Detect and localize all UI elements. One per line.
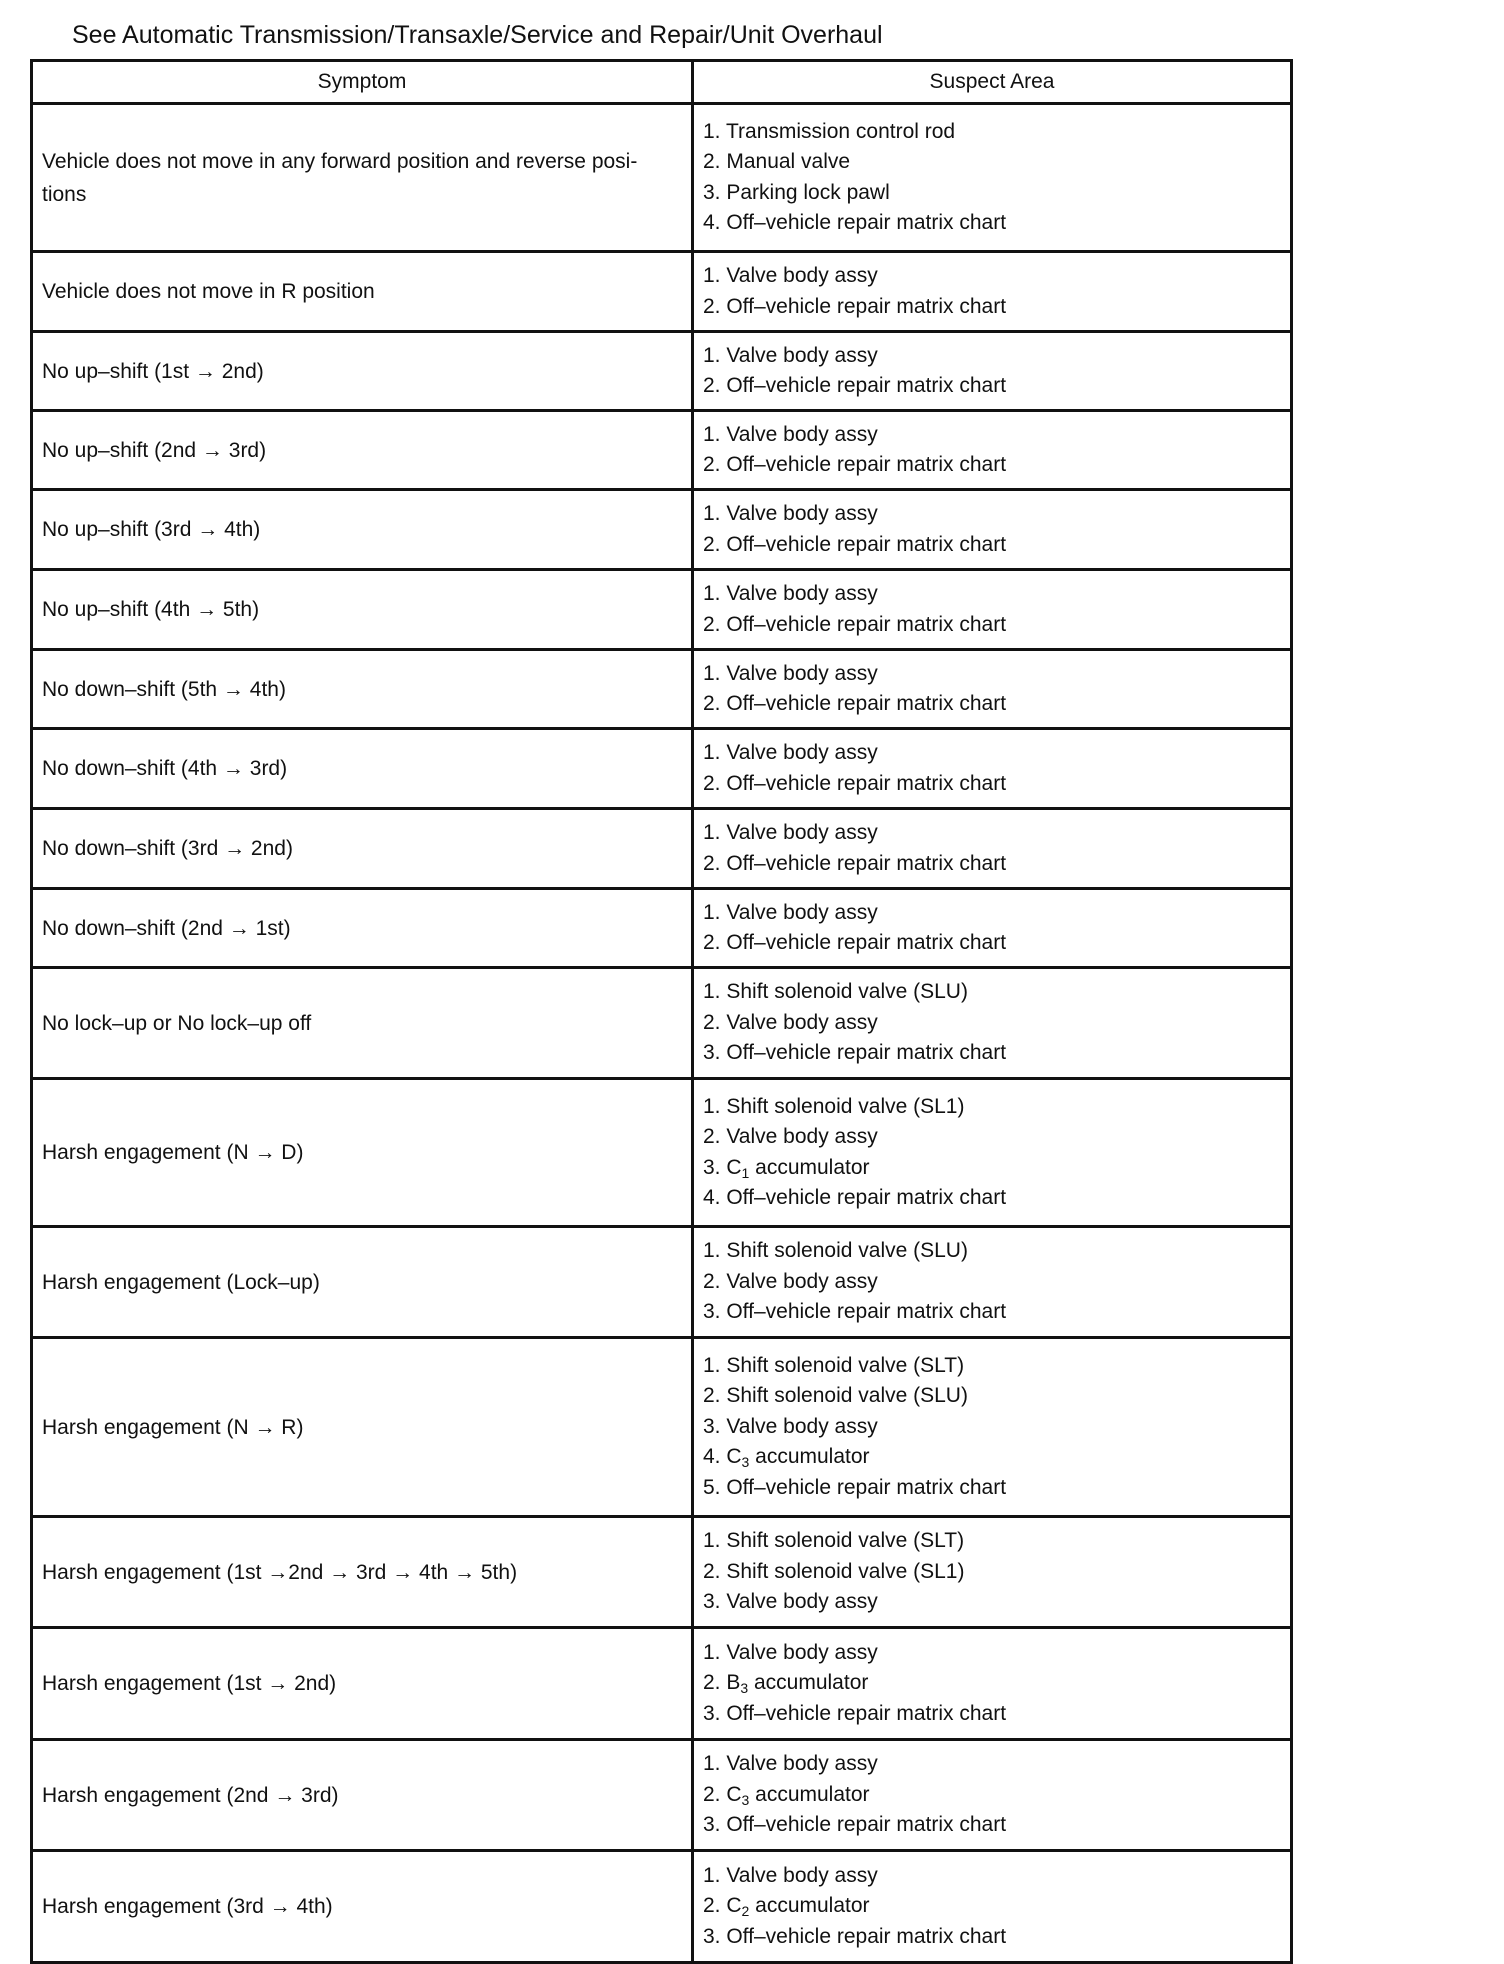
suspect-area-item [703, 371, 1281, 402]
suspect-area-item [703, 1381, 1281, 1412]
suspect-area-cell [693, 332, 1292, 411]
suspect-area-item [703, 1638, 1281, 1669]
symptom-cell: Harsh engagement (N → R) [32, 1338, 693, 1517]
suspect-area-item [703, 499, 1281, 530]
symptom-cell: No up–shift (4th → 5th) [32, 570, 693, 650]
subscript: 3 [741, 1454, 750, 1471]
suspect-area-item [703, 1587, 1281, 1618]
table-row [32, 570, 1292, 650]
suspect-area-cell [693, 650, 1292, 729]
suspect-area-text: 2. C [703, 1894, 742, 1918]
table-row [32, 1740, 1292, 1851]
suspect-area-cell [693, 1079, 1292, 1227]
suspect-area-item [703, 928, 1281, 959]
suspect-area-text: 1. Valve body assy [703, 502, 878, 525]
suspect-area-text: 2. Off–vehicle repair matrix chart [703, 612, 1007, 636]
suspect-area-item [703, 1236, 1281, 1267]
header-row [32, 61, 1292, 104]
suspect-area-text: 5. Off–vehicle repair matrix chart [703, 1475, 1007, 1499]
suspect-area-item [703, 659, 1281, 690]
subscript: 2 [741, 1903, 750, 1920]
suspect-area-text: 3. Off–vehicle repair matrix chart [703, 1924, 1007, 1948]
suspect-area-text: 2. Off–vehicle repair matrix chart [703, 771, 1007, 795]
suspect-area-text: 1. Transmission control rod [703, 119, 956, 143]
suspect-area-cell [693, 1338, 1292, 1517]
page-heading: See Automatic Transmission/Transaxle/Service and Repair/Unit Overhaul [72, 21, 883, 49]
table-row [32, 332, 1292, 411]
suspect-area-item [703, 341, 1281, 372]
symptom-cell: Harsh engagement (1st → 2nd) [32, 1628, 693, 1740]
suspect-area-text: 1. Valve body assy [703, 661, 878, 685]
subscript: 3 [740, 1680, 749, 1697]
table-row [32, 1227, 1292, 1338]
suspect-area-item [703, 1092, 1281, 1123]
suspect-area-cell [693, 1227, 1292, 1338]
symptom-cell: Harsh engagement (1st →2nd → 3rd → 4th → 5th) [32, 1517, 693, 1628]
suspect-area-text: accumulator [749, 1445, 870, 1469]
suspect-area-item [703, 818, 1281, 849]
suspect-area-item [703, 530, 1281, 561]
suspect-area-item [703, 1780, 1281, 1811]
suspect-area-text: accumulator [748, 1671, 869, 1695]
suspect-area-text: 2. C [703, 1782, 742, 1806]
suspect-area-item [703, 1442, 1281, 1473]
suspect-area-text: 3. Off–vehicle repair matrix chart [703, 1041, 1007, 1065]
table-row [32, 1338, 1292, 1517]
suspect-area-text: 2. Off–vehicle repair matrix chart [703, 692, 1007, 715]
symptom-cell: No lock–up or No lock–up off [32, 968, 693, 1079]
suspect-area-text: 2. Shift solenoid valve (SLU) [703, 1384, 968, 1408]
suspect-area-cell [693, 729, 1292, 809]
symptom-cell: No down–shift (2nd → 1st) [32, 889, 693, 968]
diagnosis-table [30, 59, 1293, 1964]
table-row [32, 809, 1292, 889]
suspect-area-text: 1. Valve body assy [703, 264, 878, 287]
suspect-area-text: 2. Off–vehicle repair matrix chart [703, 532, 1007, 556]
suspect-area-item [703, 1008, 1281, 1039]
suspect-area-text: 3. Valve body assy [703, 1414, 878, 1438]
symptom-cell: No up–shift (3rd → 4th) [32, 490, 693, 570]
suspect-area-item [703, 178, 1281, 209]
symptom-cell: No up–shift (1st → 2nd) [32, 332, 693, 411]
suspect-area-cell [693, 1628, 1292, 1740]
suspect-area-item [703, 1891, 1281, 1922]
symptom-cell: No up–shift (2nd → 3rd) [32, 411, 693, 490]
symptom-cell: Harsh engagement (3rd → 4th) [32, 1851, 693, 1963]
suspect-area-cell [693, 889, 1292, 968]
table-row [32, 968, 1292, 1079]
suspect-area-text: 1. Shift solenoid valve (SLT) [703, 1353, 965, 1377]
symptom-cell: No down–shift (3rd → 2nd) [32, 809, 693, 889]
suspect-area-text: 1. Valve body assy [703, 900, 878, 924]
symptom-cell: No down–shift (4th → 3rd) [32, 729, 693, 809]
suspect-area-text: 2. Off–vehicle repair matrix chart [703, 851, 1007, 875]
suspect-area-text: 3. Off–vehicle repair matrix chart [703, 1300, 1007, 1324]
suspect-area-item [703, 689, 1281, 720]
table-body [32, 104, 1292, 1963]
suspect-area-cell [693, 252, 1292, 332]
suspect-area-item [703, 1122, 1281, 1153]
suspect-area-item [703, 1699, 1281, 1730]
suspect-area-cell [693, 411, 1292, 490]
table-row [32, 650, 1292, 729]
suspect-area-text: 1. Valve body assy [703, 741, 878, 764]
suspect-area-cell [693, 104, 1292, 252]
suspect-area-item [703, 977, 1281, 1008]
suspect-area-text: 4. Off–vehicle repair matrix chart [703, 211, 1007, 234]
suspect-area-text: 4. C [703, 1445, 742, 1469]
suspect-area-text: 3. C [703, 1155, 742, 1179]
suspect-area-text: 1. Valve body assy [703, 1752, 878, 1776]
suspect-area-item [703, 1297, 1281, 1328]
symptom-cell: Harsh engagement (N → D) [32, 1079, 693, 1227]
suspect-area-text: 1. Valve body assy [703, 821, 878, 844]
suspect-area-text: 2. Shift solenoid valve (SL1) [703, 1559, 965, 1583]
suspect-area-column-header: Suspect Area [693, 61, 1292, 104]
symptom-cell: Vehicle does not move in R position [32, 252, 693, 332]
suspect-area-text: 3. Off–vehicle repair matrix chart [703, 1813, 1007, 1837]
symptom-cell: Harsh engagement (Lock–up) [32, 1227, 693, 1338]
suspect-area-text: 2. Off–vehicle repair matrix chart [703, 374, 1007, 397]
suspect-area-text: 1. Shift solenoid valve (SLT) [703, 1529, 965, 1553]
suspect-area-text: 1. Valve body assy [703, 343, 878, 367]
suspect-area-text: 1. Valve body assy [703, 1863, 878, 1887]
suspect-area-item [703, 898, 1281, 929]
suspect-area-item [703, 1668, 1281, 1699]
suspect-area-text: 2. Off–vehicle repair matrix chart [703, 294, 1007, 318]
suspect-area-cell [693, 1517, 1292, 1628]
suspect-area-item [703, 1153, 1281, 1184]
suspect-area-item [703, 1351, 1281, 1382]
symptom-cell: No down–shift (5th → 4th) [32, 650, 693, 729]
suspect-area-text: 1. Valve body assy [703, 422, 878, 446]
suspect-area-item [703, 292, 1281, 323]
suspect-area-cell [693, 1851, 1292, 1963]
suspect-area-text: 1. Valve body assy [703, 1640, 878, 1664]
symptom-cell: Harsh engagement (2nd → 3rd) [32, 1740, 693, 1851]
suspect-area-cell [693, 570, 1292, 650]
suspect-area-cell [693, 1740, 1292, 1851]
table-row [32, 889, 1292, 968]
suspect-area-item [703, 769, 1281, 800]
suspect-area-text: 2. Valve body assy [703, 1269, 878, 1293]
table-row [32, 411, 1292, 490]
suspect-area-cell [693, 809, 1292, 889]
suspect-area-item [703, 1267, 1281, 1298]
table-row [32, 1517, 1292, 1628]
suspect-area-text: 1. Shift solenoid valve (SLU) [703, 980, 968, 1004]
table-row [32, 252, 1292, 332]
suspect-area-text: accumulator [749, 1155, 870, 1179]
suspect-area-item [703, 261, 1281, 292]
table-row [32, 1079, 1292, 1227]
suspect-area-item [703, 420, 1281, 451]
suspect-area-item [703, 1038, 1281, 1069]
suspect-area-text: accumulator [749, 1894, 870, 1918]
suspect-area-text: 1. Shift solenoid valve (SLU) [703, 1239, 968, 1263]
suspect-area-text: 4. Off–vehicle repair matrix chart [703, 1186, 1007, 1209]
symptom-cell: Vehicle does not move in any forward position and reverse posi-tions [32, 104, 693, 252]
suspect-area-text: accumulator [749, 1782, 870, 1806]
suspect-area-item [703, 579, 1281, 610]
suspect-area-text: 3. Valve body assy [703, 1590, 878, 1614]
table-row [32, 729, 1292, 809]
suspect-area-item [703, 738, 1281, 769]
subscript: 1 [741, 1164, 750, 1181]
suspect-area-text: 2. Manual valve [703, 150, 851, 173]
suspect-area-text: 2. Off–vehicle repair matrix chart [703, 453, 1007, 476]
suspect-area-item [703, 1810, 1281, 1841]
table-row [32, 1851, 1292, 1963]
table-row [32, 104, 1292, 252]
suspect-area-text: 1. Valve body assy [703, 582, 878, 605]
suspect-area-item [703, 450, 1281, 481]
suspect-area-text: 2. Valve body assy [703, 1010, 878, 1034]
suspect-area-item [703, 1183, 1281, 1214]
suspect-area-item [703, 849, 1281, 880]
subscript: 3 [741, 1791, 750, 1808]
suspect-area-text: 3. Parking lock pawl [703, 180, 890, 204]
symptom-column-header: Symptom [32, 61, 693, 104]
suspect-area-item [703, 147, 1281, 178]
table-row [32, 490, 1292, 570]
suspect-area-item [703, 1473, 1281, 1504]
suspect-area-item [703, 1749, 1281, 1780]
suspect-area-text: 3. Off–vehicle repair matrix chart [703, 1701, 1007, 1725]
suspect-area-item [703, 208, 1281, 239]
suspect-area-text: 2. B [703, 1671, 741, 1695]
suspect-area-item [703, 1861, 1281, 1892]
suspect-area-item [703, 117, 1281, 148]
table-row [32, 1628, 1292, 1740]
suspect-area-text: 1. Shift solenoid valve (SL1) [703, 1094, 965, 1118]
suspect-area-cell [693, 968, 1292, 1079]
suspect-area-text: 2. Valve body assy [703, 1125, 878, 1148]
suspect-area-item [703, 610, 1281, 641]
suspect-area-item [703, 1412, 1281, 1443]
suspect-area-item [703, 1526, 1281, 1557]
suspect-area-cell [693, 490, 1292, 570]
suspect-area-item [703, 1557, 1281, 1588]
suspect-area-text: 2. Off–vehicle repair matrix chart [703, 931, 1007, 954]
